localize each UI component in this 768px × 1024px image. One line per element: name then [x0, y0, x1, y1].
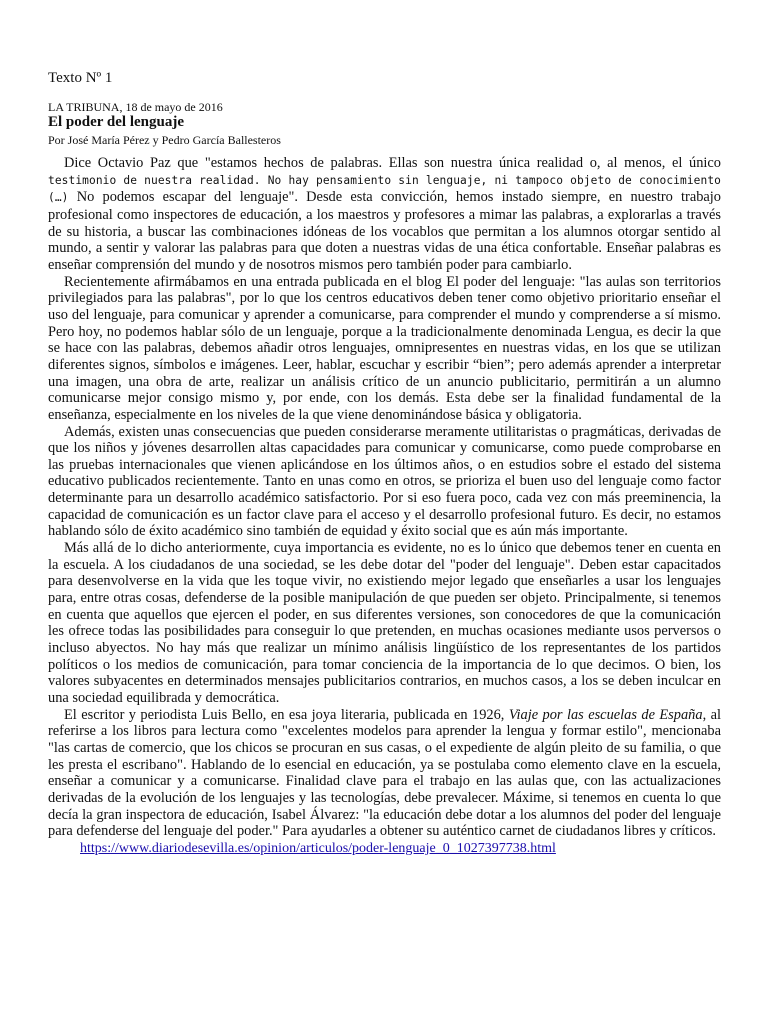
paragraph-5 [48, 707, 721, 840]
paragraph-5-start: El escritor y periodista Luis Bello, en esa joya literaria, publicada en 1926, [64, 706, 509, 723]
source-link[interactable]: https://www.diariodesevilla.es/opinion/articulos/poder-lenguaje_0_1027397738.html [80, 840, 556, 856]
paragraph-4: Más allá de lo dicho anteriormente, cuya importancia es evidente, no es lo único que debemos tener en cuenta en la escuela. A los ciudadanos de una sociedad, se les debe dotar del "poder del lenguaje". Deben estar capacitados para desenvolverse en la vida que les toque vivir, no existiendo mejor legado que enseñarles a usar los lenguajes para, entre otras cosas, defenderse de la posible manipulación de que pueden ser objeto. Principalmente, si tenemos en cuenta que aquellos que ejercen el poder, en sus diferentes versiones, son conocedores de que la comunicación les ofrece todas las posibilidades para conseguir lo que pretenden, en muchas ocasiones mediante usos perversos o incluso abyectos. No hay más que realizar un mínimo análisis lingüístico de los representantes de los partidos políticos o los medios de comunicación, para tomar conciencia de la importancia de lo que decimos. O bien, los valores subyacentes en determinados mensajes publicitarios contrarios, en muchos casos, a los se deben inculcar en una sociedad equilibrada y democrática. [48, 540, 721, 706]
article-byline: Por José María Pérez y Pedro García Ballesteros [48, 133, 281, 147]
paragraph-2: Recientemente afirmábamos en una entrada publicada en el blog El poder del lenguaje: "las aulas son territorios privilegiados para las palabras", por lo que los centros educativos deben tener como objetivo prioritario enseñar el uso del lenguaje, para comunicar y aprender a comunicarse, para comprender el mundo y comprenderse a sí mismo. Pero hoy, no podemos hablar sólo de un lenguaje, porque a la tradicionalmente denominada Lengua, es decir la que se hace con las palabras, debemos añadir otros lenguajes, omnipresentes en nuestras vidas, en los que se utilizan diferentes signos, símbolos e imágenes. Leer, hablar, escuchar y escribir “bien”; pero además aprender a interpretar una imagen, una obra de arte, realizar un análisis crítico de un anuncio publicitario, permitirán a un alumno comunicarse mejor consigo mismo y, por ende, con los demás. Esta debe ser la finalidad fundamental de la enseñanza, especialmente en los niveles de la que viene denominándose básica y obligatoria. [48, 273, 721, 423]
paragraph-3: Además, existen unas consecuencias que pueden considerarse meramente utilitaristas o pragmáticas, derivadas de que los niños y jóvenes desarrollen altas capacidades para comunicar y comunicarse, como puede comprobarse en las pruebas internacionales que vienen aplicándose en los últimos años, o en estudios sobre el estado del sistema educativo publicados recientemente. Tanto en unas como en otros, se prioriza el buen uso del lenguaje como factor determinante para un desarrollo académico satisfactorio. Por si eso fuera poco, cada vez con más preeminencia, la capacidad de comunicación es un factor clave para el acceso y el desarrollo profesional futuro. Es decir, no estamos hablando sólo de éxito académico sino también de equidad y éxito social que es aún más importante. [48, 423, 721, 540]
paragraph-1 [48, 155, 721, 274]
paragraph-1-rest: No podemos escapar del lenguaje". Desde esta convicción, hemos instado siempre, en nuestro trabajo profesional como inspectores de educación, a los maestros y profesores a mimar las palabras, a explorarlas a través de su historia, a buscar las combinaciones idóneas de los vocablos que permitan a los alumnos otorgar sentido al mundo, a sentir y valorar las palabras para que doten a nuestras vidas de una ética confortable. Enseñar palabras es enseñar comprensión del mundo y de nosotros mismos pero también poder para cambiarlo. [48, 189, 721, 273]
source-link-line [48, 840, 721, 858]
paragraph-1-start: Dice Octavio Paz que "estamos hechos de palabras. Ellas son nuestra única realidad o, al menos, el único [64, 155, 721, 171]
article-title: El poder del lenguaje [48, 114, 184, 130]
paragraph-5-rest: , al referirse a los libros para lectura como "excelentes modelos para aprender la lengua y formar estilo", mencionaba "las cartas de comercio, que los chicos se procuran en sus casas, o el expediente de algún pleito de su familia, o que les presta el escribano". Hablando de lo esencial en educación, ya se postulaba como elemento clave en la escuela, enseñar a comunicar y a comunicarse. Finalidad clave para el trabajo en las aulas que, con las actualizaciones derivadas de la evolución de los lenguajes y las tecnologías, debe prevalecer. Máxime, si tenemos en cuenta lo que decía la gran inspectora de educación, Isabel Álvarez: "la educación debe dotar a los alumnos del poder del lenguaje para defenderse del lenguaje del poder." Para ayudarles a obtener su auténtico carnet de ciudadanos libres y críticos. [48, 706, 721, 840]
paragraph-1-quote-mono: testimonio de nuestra realidad. No hay pensamiento sin lenguaje, ni tampoco objeto de conocimiento (…) [48, 173, 721, 205]
article-body [48, 155, 721, 858]
newspaper-source: LA TRIBUNA, 18 de mayo de 2016 [48, 100, 223, 114]
text-number-label: Texto Nº 1 [48, 70, 113, 86]
book-title: Viaje por las escuelas de España [508, 706, 703, 723]
